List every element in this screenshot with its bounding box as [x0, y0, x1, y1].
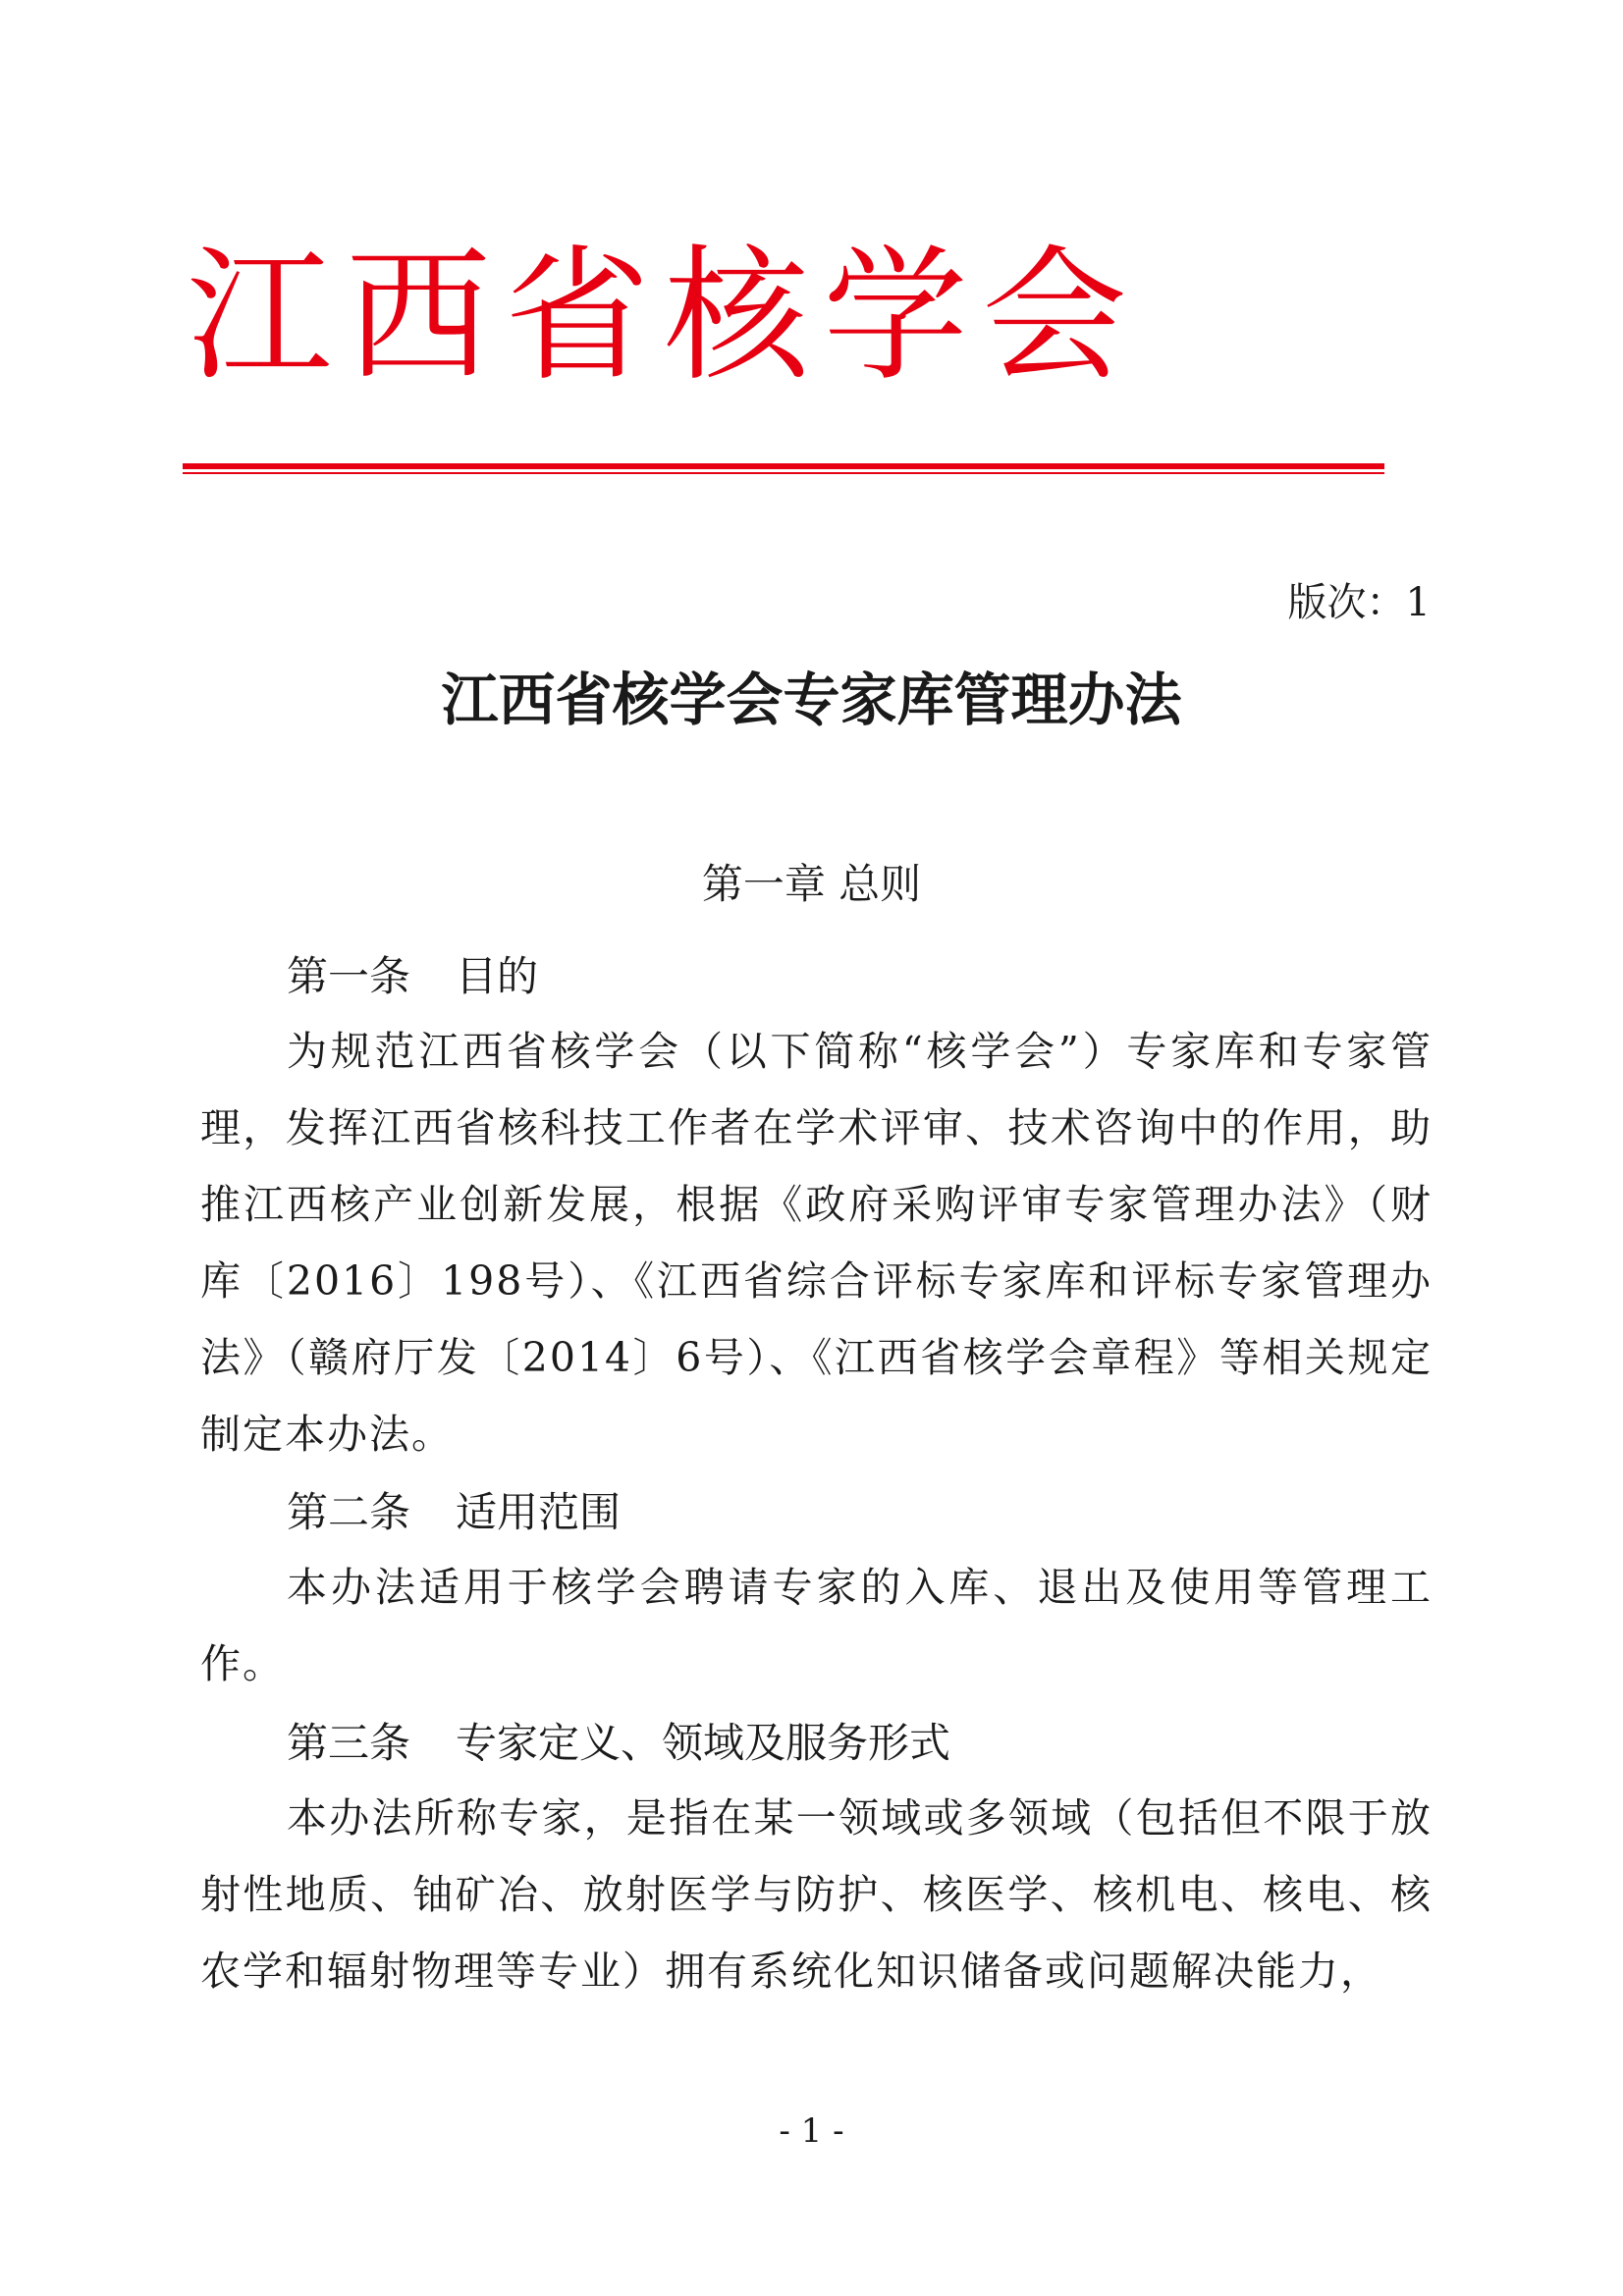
chapter-heading: 第一章 总则 [701, 860, 922, 908]
page-number: - 1 - [779, 2111, 844, 2151]
article-number: 第一条 [287, 952, 411, 1000]
article-3-heading [287, 1719, 951, 1767]
article-number: 第二条 [287, 1488, 411, 1536]
article-3-body: 本办法所称专家，是指在某一领域或多领域（包括但不限于放射性地质、铀矿冶、放射医学与防护、核医学、核机电、核电、核农学和辐射物理等专业）拥有系统化知识储备或问题解决能力， [200, 1794, 1433, 1995]
article-number: 第三条 [287, 1719, 411, 1767]
article-title: 目的 [456, 952, 539, 1000]
article-1-heading [287, 952, 539, 1000]
article-2-body: 本办法适用于核学会聘请专家的入库、退出及使用等管理工作。 [200, 1564, 1433, 1687]
article-title: 专家定义、领域及服务形式 [456, 1719, 951, 1767]
document-title: 江西省核学会专家库管理办法 [441, 667, 1182, 733]
letterhead-org-name: 江西省核学会 [187, 232, 1141, 400]
letterhead-rule-thick [183, 463, 1384, 469]
letterhead-rule-thin [183, 472, 1384, 474]
version-label: 版次：1 [1287, 580, 1431, 625]
article-title: 适用范围 [456, 1488, 622, 1536]
article-1-body: 为规范江西省核学会（以下简称“核学会”）专家库和专家管理，发挥江西省核科技工作者在学术评审、技术咨询中的作用，助推江西核产业创新发展，根据《政府采购评审专家管理办法》（财库〔2016〕198号）、《江西省综合评标专家库和评标专家管理办法》（赣府厅发〔2014〕6号）、《江西省核学会章程》等相关规定制定本办法。 [200, 1028, 1433, 1458]
article-2-heading [287, 1488, 622, 1536]
